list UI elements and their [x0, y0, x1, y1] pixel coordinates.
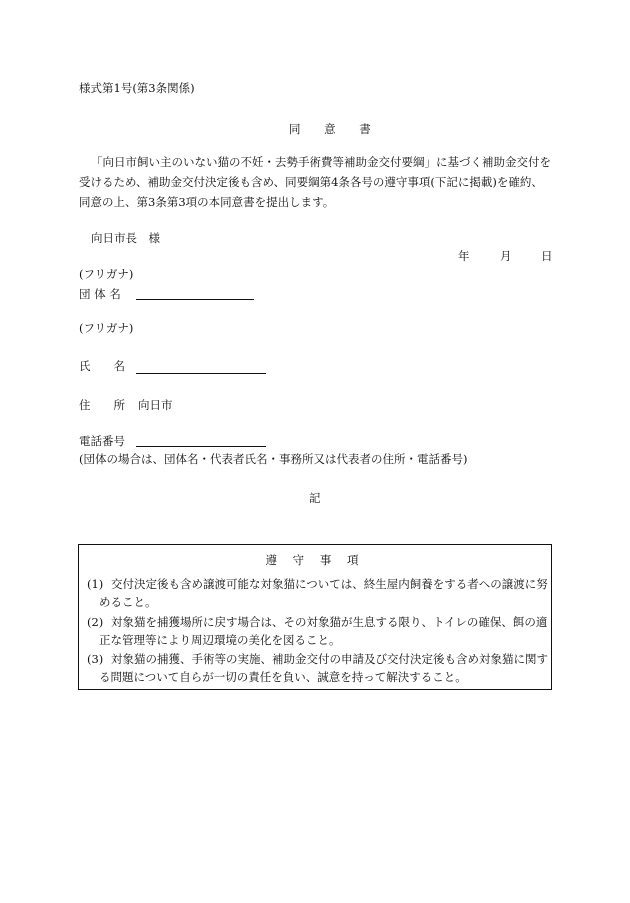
form-number: 様式第1号(第3条関係) — [79, 81, 195, 95]
address-label: 住 所 — [79, 398, 125, 412]
phone-label: 電話番号 — [79, 434, 125, 448]
rule-number: (2) — [87, 615, 104, 629]
document-title: 同 意 書 — [289, 122, 381, 136]
name-field-line — [136, 373, 266, 374]
rule-item — [87, 614, 555, 649]
date-day-label: 日 — [541, 249, 553, 263]
furigana-label-org: (フリガナ) — [79, 267, 134, 281]
rule-item — [87, 651, 555, 686]
date-month-label: 月 — [500, 249, 512, 263]
intro-paragraph: 「向日市飼い主のいない猫の不妊・去勢手術費等補助金交付要綱」に基づく補助金交付を受けるため、補助金交付決定後も含め、同要綱第4条各号の遵守事項(下記に掲載)を確約、同意の上、第3条第3項の本同意書を提出します。 — [79, 155, 551, 209]
addressee: 向日市長 様 — [91, 231, 160, 245]
rule-text: 対象猫の捕獲、手術等の実施、補助金交付の申請及び交付決定後も含め対象猫に関する問題について自らが一切の責任を負い、誠意を持って解決すること。 — [99, 652, 548, 684]
org-name-field-line — [136, 299, 254, 300]
rules-box — [78, 544, 552, 690]
date-year-label: 年 — [458, 249, 470, 263]
phone-field-line — [136, 446, 266, 447]
rule-number: (1) — [87, 577, 104, 591]
furigana-label-name: (フリガナ) — [79, 321, 134, 335]
ki-heading: 記 — [309, 491, 321, 505]
rule-text: 交付決定後も含め譲渡可能な対象猫については、終生屋内飼養をする者への譲渡に努めること。 — [99, 577, 548, 609]
rules-title: 遵 守 事 項 — [265, 553, 365, 567]
org-name-label: 団 体 名 — [79, 287, 121, 301]
rule-number: (3) — [87, 652, 104, 666]
name-label: 氏 名 — [79, 359, 125, 373]
rule-item — [87, 576, 555, 611]
group-note: (団体の場合は、団体名・代表者氏名・事務所又は代表者の住所・電話番号) — [79, 452, 468, 466]
rule-text: 対象猫を捕獲場所に戻す場合は、その対象猫が生息する限り、トイレの確保、餌の適正な管理等により周辺環境の美化を図ること。 — [99, 615, 548, 647]
address-value: 向日市 — [138, 398, 173, 412]
